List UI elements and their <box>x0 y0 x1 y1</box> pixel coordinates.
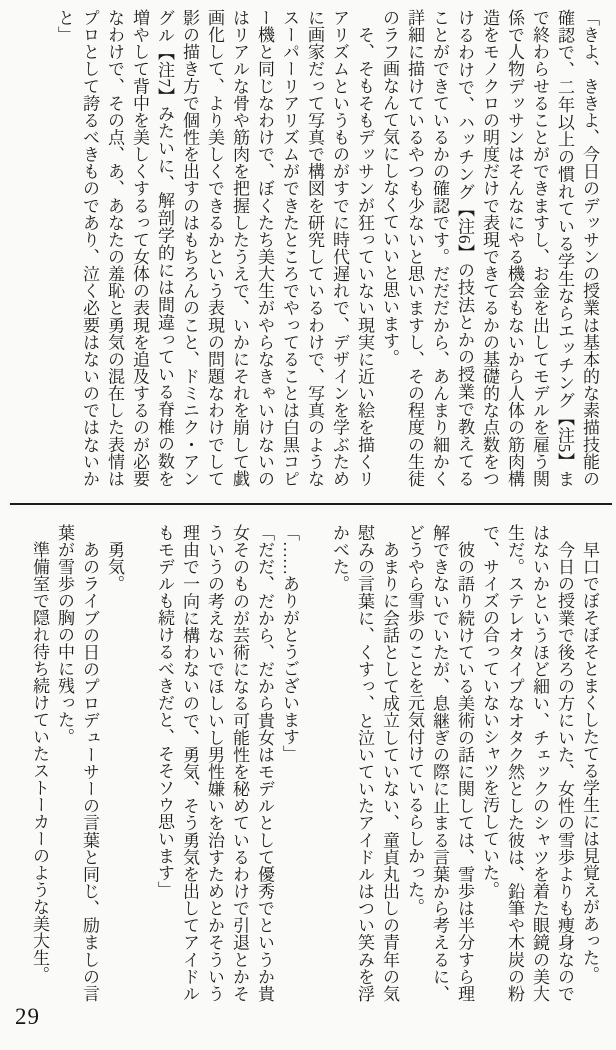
blank-line <box>302 524 327 1002</box>
paragraph: 「きよ、ききよ、今日のデッサンの授業は基本的な素描技能の確認で、二年以上の慣れている学生ならエッチング【注5】まで終わらせることができますし、お金を出してモデルを雇う関係で人物デッサンはそんなにやる機会もないから人体の筋肉構造をモノクロの明度だけで表現できてるかの基礎的な点数をつけるわけで、ハッチング【注6】の技法とかの授業で教えてることができているかの確認です。だだだから、あんまり細かく詳細に描けているやつも少ないと思いますし、その程度の生徒のラフ画なんて気にしなくていいと思います。 <box>380 9 599 487</box>
paragraph: あまりに会話として成立していない、童貞丸出しの青年の気慰みの言葉に、くすっ、と泣いていたアイドルはつい笑みを浮かべた。 <box>330 524 399 1002</box>
paragraph: 「……ありがとうございます」 <box>280 524 299 762</box>
paragraph: 早口でぼそぼそとまくしたてる学生には見覚えがあった。 <box>580 541 599 983</box>
paragraph: あのライブの日のプロデューサーの言葉と同じ、励ましの言葉が雪歩の胸の中に残った。 <box>55 524 99 1002</box>
text-block-top <box>52 9 602 487</box>
text-block-bottom <box>27 524 602 1002</box>
paragraph: そ、そもそもデッサンが狂っていない現実に近い絵を描くリアリズムというものがすでに時代遅れで、デザインを学ぶために画家だって写真で構図を研究しているわけで、写真のようなスーパーリアリズムができたところでやってることは白黒コピー機と同じなわけで、ぼくたち美大生がやらなきゃいけないのはリアルな骨や筋肉を把握したうえで、いかにそれを崩して戯画化して、より美しくできるかという表現の問題なわけでして影の描き方で個性を出すのはもちろんのこと、ドミニク・アングル【注7】みたいに、解剖学的には間違っている脊椎の数を増やして背中を美しくするって女体の表現を追及するのが必要なわけで、その点、あ、あなたの羞恥と勇気の混在した表情はプロとして誇るべきものであり、泣く必要はないのではないかと」 <box>55 9 374 487</box>
section-divider <box>10 503 612 505</box>
paragraph: 準備室で隠れ待ち続けていたストーカーのような美大生。 <box>30 541 49 983</box>
paragraph: 今日の授業で後ろの方にいた、女性の雪歩よりも痩身なのではないかというほど細い、チェックのシャツを着た眼鏡の美大生だ。ステレオタイプなオタク然とした彼は、鉛筆や木炭の粉で、サイズの合っていないシャツを汚していた。 <box>480 524 574 1002</box>
paragraph: 彼の語り続けている美術の話に関しては、雪歩は半分すら理解できないでいたが、息継ぎの際に止まる言葉から考えるに、どうやら雪歩のことを元気付けているらしかった。 <box>405 524 474 1003</box>
page-number: 29 <box>15 1004 40 1029</box>
paragraph: 勇気。 <box>105 541 124 592</box>
paragraph: 「だだ、だから、だから貴女はモデルとして優秀でというか貴女そのものが芸術になる可能性を秘めているわけで引退とかそういうの考えないでほしいし男性嫌いを治すためとかそういう理由で一向に構わないので、勇気、そう勇気を出してアイドルもモデルも続けるべきだと、そそソウ思います」 <box>155 524 274 1002</box>
blank-line <box>127 524 152 1002</box>
